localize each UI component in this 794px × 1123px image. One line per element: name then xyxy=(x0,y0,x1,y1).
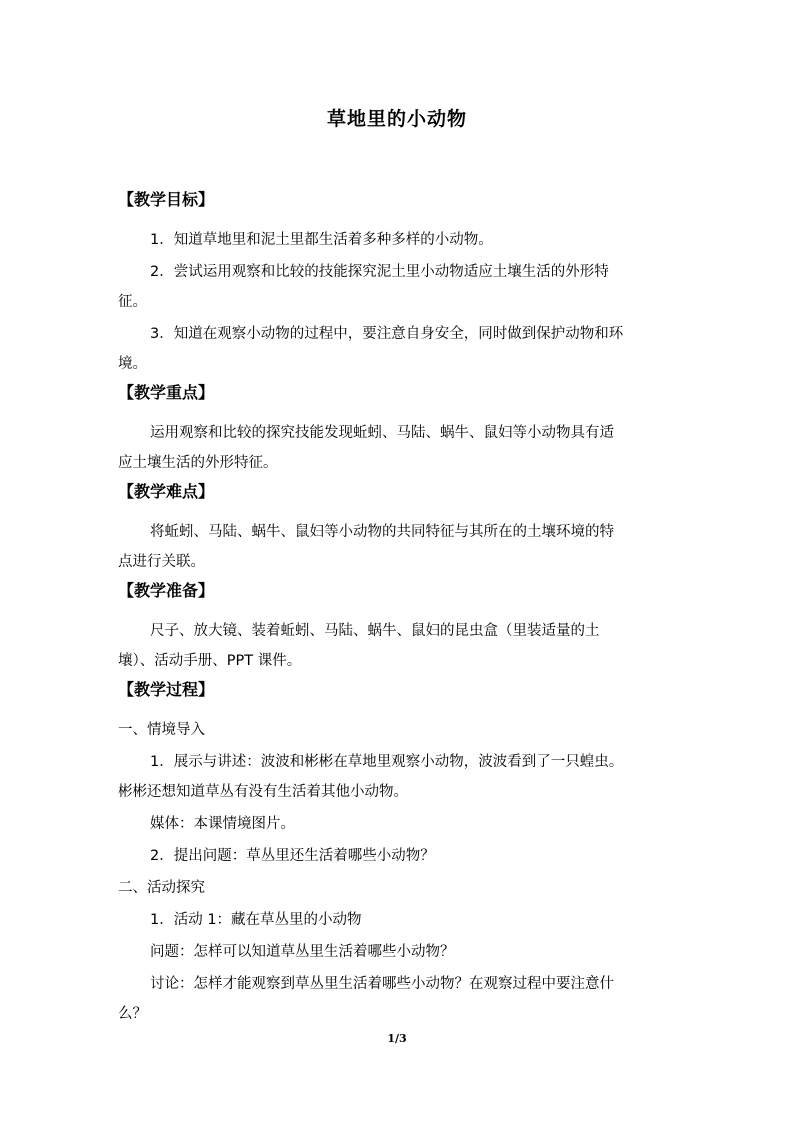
preparation-heading: 【教学准备】 xyxy=(118,581,215,600)
preparation-line-2: 壤）、活动手册、PPT 课件。 xyxy=(118,653,302,669)
difficulties-line-1: 将蚯蚓、马陆、蜗牛、鼠妇等小动物的共同特征与其所在的土壤环境的特 xyxy=(150,524,614,540)
process-heading: 【教学过程】 xyxy=(118,680,215,699)
goal-item-3-line-2: 境。 xyxy=(118,356,147,372)
key-points-line-1: 运用观察和比较的探究技能发现蚯蚓、马陆、蜗牛、鼠妇等小动物具有适 xyxy=(150,425,614,441)
goal-item-2-line-2: 征。 xyxy=(118,294,147,310)
goals-heading: 【教学目标】 xyxy=(118,190,215,209)
goal-item-1-line-1: 1．知道草地里和泥土里都生活着多种多样的小动物。 xyxy=(150,232,493,248)
goal-item-2-line-1: 2．尝试运用观察和比较的技能探究泥土里小动物适应土壤生活的外形特 xyxy=(150,264,609,280)
preparation-paragraph xyxy=(118,616,674,676)
part1-p1-line-2: 彬彬还想知道草丛有没有生活着其他小动物。 xyxy=(118,784,408,800)
part2-paragraph-2 xyxy=(118,937,674,967)
part1-p3-line: 2．提出问题：草丛里还生活着哪些小动物？ xyxy=(150,848,435,864)
part1-paragraph-3 xyxy=(118,841,674,871)
page-number: 1/3 xyxy=(387,1032,407,1045)
goal-item-1 xyxy=(118,225,674,255)
difficulties-paragraph xyxy=(118,517,674,577)
key-points-paragraph xyxy=(118,418,674,478)
part2-title: 二、活动探究 xyxy=(118,880,205,896)
preparation-line-1: 尺子、放大镜、装着蚯蚓、马陆、蜗牛、鼠妇的昆虫盒（里装适量的土 xyxy=(150,623,600,639)
part2-p1-line: 1．活动 1：藏在草丛里的小动物 xyxy=(150,912,362,928)
part1-title: 一、情境导入 xyxy=(118,722,205,738)
document-body xyxy=(118,188,674,1031)
part1-paragraph-2 xyxy=(118,809,674,839)
part2-paragraph-3 xyxy=(118,969,674,1029)
part1-paragraph-1 xyxy=(118,747,674,807)
part2-p3-line-1: 讨论：怎样才能观察到草丛里生活着哪些小动物？在观察过程中要注意什 xyxy=(150,976,614,992)
key-points-heading: 【教学重点】 xyxy=(118,383,215,402)
part1-p2-line: 媒体：本课情境图片。 xyxy=(150,816,295,832)
key-points-line-2: 应土壤生活的外形特征。 xyxy=(118,455,278,471)
part2-p2-line: 问题：怎样可以知道草丛里生活着哪些小动物？ xyxy=(150,944,455,960)
difficulties-heading: 【教学难点】 xyxy=(118,482,215,501)
part2-p3-line-2: 么？ xyxy=(118,1006,147,1022)
part1-p1-line-1: 1．展示与讲述：波波和彬彬在草地里观察小动物，波波看到了一只蝗虫。 xyxy=(150,754,624,770)
part2-paragraph-1 xyxy=(118,905,674,935)
goal-item-2 xyxy=(118,257,674,317)
goal-item-3-line-1: 3．知道在观察小动物的过程中，要注意自身安全，同时做到保护动物和环 xyxy=(150,326,624,342)
document-title: 草地里的小动物 xyxy=(326,108,467,130)
difficulties-line-2: 点进行关联。 xyxy=(118,554,205,570)
goal-item-3 xyxy=(118,319,674,379)
